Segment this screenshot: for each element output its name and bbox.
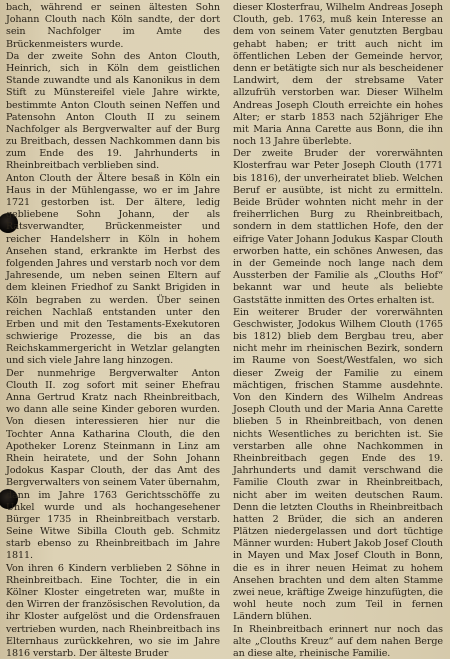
paragraph: Anton Clouth der Ältere besaß in Köln ein Haus in der Mühlengasse, wo er im Jahre 1721 gestorben ist. Der ältere, ledig gebliebene Sohn Johann, der als Ratsverwandter, Brückenmeister und reicher Handelsherr in Köln in hohem Ansehen stand, erkrankte im Herbst des folgenden Jahres und verstarb noch vor dem Jahresende, um neben seinen Eltern auf dem kleinen Friedhof zu Sankt Brigiden in Köln begraben zu werden. Über seinen reichen Nachlaß entstanden unter den Erben und mit den Testaments-Exekutoren schwierige Prozesse, die bis an das Reichskammergericht in Wetzlar gelangten und sich viele Jahre lang hinzogen. [6,172,220,367]
left-column [6,2,220,659]
paragraph: Von ihren 6 Kindern verblieben 2 Söhne in Rheinbreitbach. Eine Tochter, die in ein Kölner Kloster eingetreten war, mußte in den Wirren der französischen Revolution, da ihr Kloster aufgelöst und die Ordensfrauen vertrieben wurden, nach Rheinbreitbach ins Elternhaus zurückkehren, wo sie im Jahre 1816 verstarb. Der älteste Bruder [6,562,220,659]
paragraph: dieser Klosterfrau, Wilhelm Andreas Joseph Clouth, geb. 1763, muß kein Interesse an dem von seinem Vater genutzten Bergbau gehabt haben; er tritt auch nicht im öffentlichen Leben der Gemeinde hervor, denn er betätigte sich nur als bescheidener Landwirt, dem der strebsame Vater allzufrüh verstorben war. Dieser Wilhelm Andreas Joseph Clouth erreichte ein hohes Alter; er starb 1853 nach 52jähriger Ehe mit Maria Anna Carette aus Bonn, die ihn noch 13 Jahre überlebte. [233,2,443,148]
right-column [233,2,443,659]
paragraph: bach, während er seinen ältesten Sohn Johann Clouth nach Köln sandte, der dort sein Nachfolger im Amte des Brückenmeisters wurde. [6,2,220,50]
paragraph: Da der zweite Sohn des Anton Clouth, Heinrich, sich in Köln dem geistlichen Stande zuwandte und als Kanonikus in dem Stift zu Münstereifel viele Jahre wirkte, bestimmte Anton Clouth seinen Neffen und Patensohn Anton Clouth II zu seinem Nachfolger als Bergverwalter auf der Burg zu Breitbach, dessen Nachkommen dann bis zum Ende des 19. Jahrhunderts in Rheinbreitbach verblieben sind. [6,50,220,172]
paragraph: Der zweite Bruder der vorerwähnten Klosterfrau war Peter Joseph Clouth (1771 bis 1816), der unverheiratet blieb. Welchen Beruf er ausübte, ist nicht zu ermitteln. Beide Brüder wohnten nicht mehr in der freiherrlichen Burg zu Rheinbreitbach, sondern in dem stattlichen Hofe, den der eifrige Vater Johann Jodukus Kaspar Clouth erworben hatte, ein schönes Anwesen, das in der Gemeinde noch lange nach dem Aussterben der Familie als „Clouths Hof“ bekannt war und heute als beliebte Gaststätte inmitten des Ortes erhalten ist. [233,148,443,306]
paragraph: Ein weiterer Bruder der vorerwähnten Geschwister, Jodokus Wilhem Clouth (1765 bis 1812) blieb dem Bergbau treu, aber nicht mehr im rheinischen Bezirk, sondern im Raume von Soest/Westfalen, wo sich dieser Zweig der Familie zu einem mächtigen, frischen Stamme ausdehnte. Von den Kindern des Wilhelm Andreas Joseph Clouth und der Maria Anna Carette blieben 5 in Rheinbreitbach, von denen nichts Wesentliches zu berichten ist. Sie verstarben alle ohne Nachkommen in Rheinbreitbach gegen Ende des 19. Jahrhunderts und damit verschwand die Familie Clouth zwar in Rheinbreitbach, nicht aber im weiten deutschen Raum. Denn die letzten Clouths in Rheinbreitbach hatten 2 Brüder, die sich an anderen Plätzen niedergelassen und dort tüchtige Männer wurden: Hubert Jakob Josef Clouth in Mayen und Max Josef Clouth in Bonn, die es in ihrer neuen Heimat zu hohem Ansehen brachten und dem alten Stamme zwei neue, kräftige Zweige hinzufügten, die wohl heute noch zum Teil in fernen Ländern blühen. [233,306,443,623]
paragraph: Der nunmehrige Bergverwalter Anton Clouth II. zog sofort mit seiner Ehefrau Anna Gertrud Kratz nach Rheinbreitbach, wo dann alle seine Kinder geboren wurden. Von diesen interessieren hier nur die Tochter Anna Katharina Clouth, die den Apotheker Lorenz Steinmann in Linz am Rhein heiratete, und der Sohn Johann Jodokus Kaspar Clouth, der das Amt des Bergverwalters von seinem Vater übernahm, dann im Jahre 1763 Gerichtsschöffe zu Unkel wurde und als hochangesehener Bürger 1735 in Rheinbreitbach verstarb. Seine Witwe Sibilla Clouth geb. Schmitz starb ebenso zu Rheinbreitbach im Jahre 1811. [6,367,220,562]
paragraph: In Rheinbreitbach erinnert nur noch das alte „Clouths Kreuz“ auf dem nahen Berge an diese alte, rheinische Familie. [233,623,443,659]
